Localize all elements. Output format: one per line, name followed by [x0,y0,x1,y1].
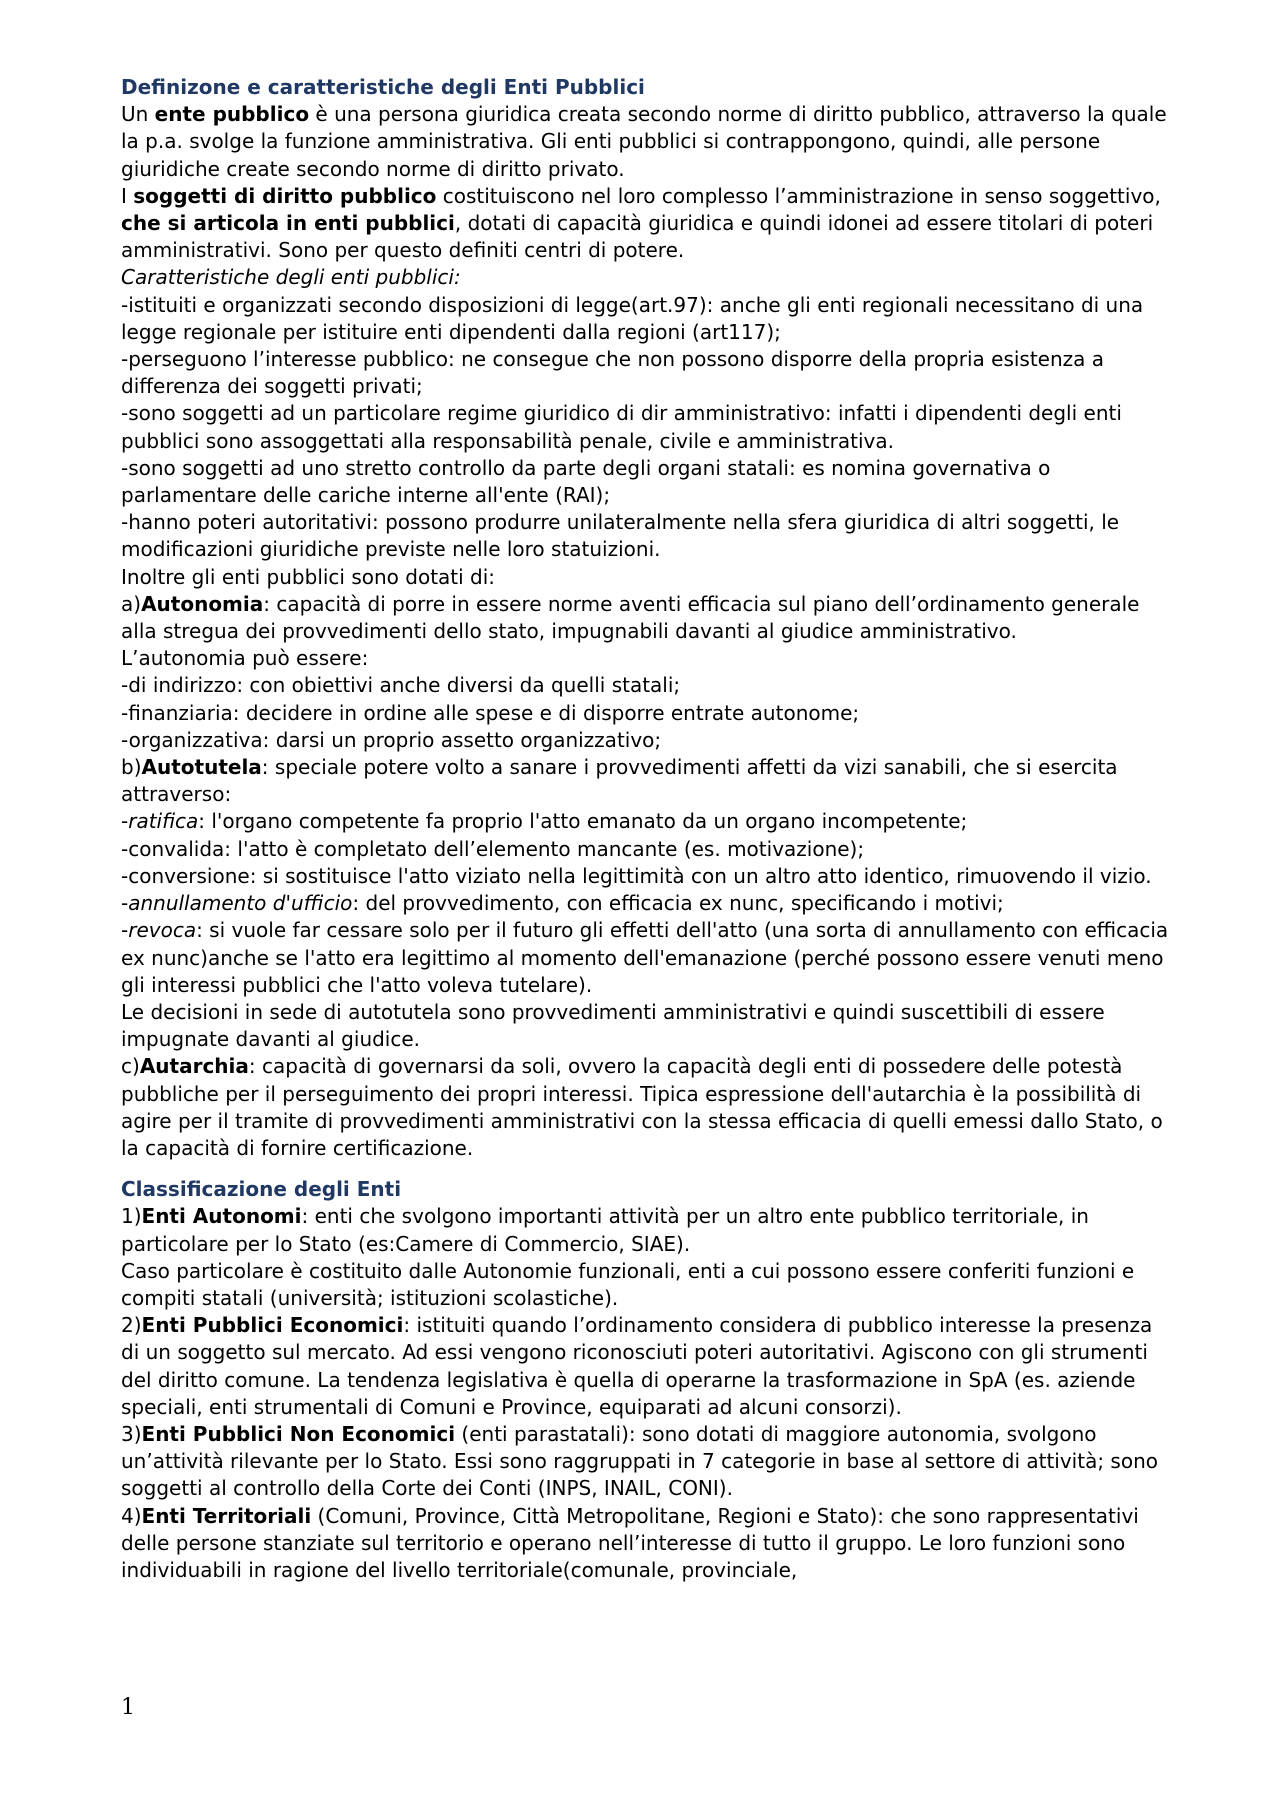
term-autotutela: Autotutela [141,755,262,780]
paragraph-autonomia: a)Autonomia: capacità di porre in essere norme aventi efficacia sul piano dell’ordinamento generale alla stregua dei provvedimenti dello stato, impugnabili davanti al giudice amministrativo. [121,591,1140,644]
classification-item: 3)Enti Pubblici Non Economici (enti parastatali): sono dotati di maggiore autonomia, svolgono un’attività rilevante per lo Stato. Essi sono raggruppati in 7 categorie in base al settore di attività; sono soggetti al controllo della Corte dei Conti (INPS, INAIL, CONI). [121,1421,1159,1501]
section-title-classificazione: Classificazione degli Enti [121,1177,402,1202]
classification-note: Caso particolare è costituito dalle Autonomie funzionali, enti a cui possono essere conferiti funzioni e compiti statali (università; istituzioni scolastiche). [121,1258,1135,1310]
characteristic-item: -sono soggetti ad un particolare regime giuridico di dir amministrativo: infatti i dipendenti degli enti pubblici sono assoggettati alla responsabilità penale, civile e amministrativa. [121,401,1122,453]
autonomia-type-item: -di indirizzo: con obiettivi anche diversi da quelli statali; [121,673,681,698]
autotutela-item-revoca: -revoca: si vuole far cessare solo per il futuro gli effetti dell'atto (una sorta di annullamento con efficacia ex nunc)anche se l'atto era legittimo al momento dell'emanazione (perché possono essere venuti meno gli interessi pubblici che l'atto voleva tutelare). [121,918,1169,997]
autotutela-item-annullamento: -annullamento d'ufficio: del provvedimento, con efficacia ex nunc, specificando i motivi; [121,891,1004,916]
classification-item: 1)Enti Autonomi: enti che svolgono importanti attività per un altro ente pubblico territoriale, in particolare per lo Stato (es:Camere di Commercio, SIAE). [121,1204,1089,1256]
autotutela-item-convalida: -convalida: l'atto è completato dell’elemento mancante (es. motivazione); [121,836,865,861]
autonomia-type-item: -organizzativa: darsi un proprio assetto organizzativo; [121,727,662,752]
page-number: 1 [121,1695,135,1720]
section-title-definizione: Definizone e caratteristiche degli Enti Pubblici [121,75,645,99]
characteristic-item: -hanno poteri autoritativi: possono produrre unilateralmente nella sfera giuridica di altri soggetti, le modificazioni giuridiche previste nelle loro statuizioni. [121,510,1120,562]
autotutela-item-ratifica: -ratifica: l'organo competente fa proprio l'atto emanato da un organo incompetente; [121,809,968,834]
characteristic-item: -perseguono l’interesse pubblico: ne consegue che non possono disporre della propria esistenza a differenza dei soggetti privati; [121,347,1105,399]
autonomia-type-item: -finanziaria: decidere in ordine alle spese e di disporre entrate autonome; [121,700,860,725]
paragraph-soggetti: I soggetti di diritto pubblico costituiscono nel loro complesso l’amministrazione in senso soggettivo, che si articola in enti pubblici, dotati di capacità giuridica e quindi idonei ad essere titolari di poteri amministrativi. Sono per questo definiti centri di potere. [121,183,1161,263]
paragraph-ente-pubblico: Un ente pubblico è una persona giuridica creata secondo norme di diritto pubblico, attraverso la quale la p.a. svolge la funzione amministrativa. Gli enti pubblici si contrappongono, quindi, alle persone giuridiche create secondo norme di diritto privato. [121,102,1167,181]
document-body [121,74,1171,1584]
paragraph-decisioni: Le decisioni in sede di autotutela sono provvedimenti amministrativi e quindi suscettibili di essere impugnate davanti al giudice. [121,999,1105,1052]
classification-item: 2)Enti Pubblici Economici: istituiti quando l’ordinamento considera di pubblico interesse la presenza di un soggetto sul mercato. Ad essi vengono riconosciuti poteri autoritativi. Agiscono con gli strumenti del diritto comune. La tendenza legislativa è quella di operarne la trasformazione in SpA (es. aziende speciali, enti strumentali di Comuni e Province, equiparati ad alcuni consorzi). [121,1313,1153,1419]
classification-item: 4)Enti Territoriali (Comuni, Province, Città Metropolitane, Regioni e Stato): che sono rappresentativi delle persone stanziate sul territorio e operano nell’interesse di tutto il gruppo. Le loro funzioni sono individuabili in ragione del livello territoriale(comunale, provinciale, [121,1503,1139,1582]
autonomia-intro: L’autonomia può essere: [121,646,369,671]
characteristic-item: -sono soggetti ad uno stretto controllo da parte degli organi statali: es nomina governativa o parlamentare delle cariche interne all'ente (RAI); [121,455,1051,508]
autotutela-item-conversione: -conversione: si sostituisce l'atto viziato nella legittimità con un altro atto identico, rimuovendo il vizio. [121,863,1152,888]
term-autonomia: Autonomia [141,591,264,616]
dotati-intro: Inoltre gli enti pubblici sono dotati di: [121,564,496,589]
paragraph-autarchia: c)Autarchia: capacità di governarsi da soli, ovvero la capacità degli enti di possedere delle potestà pubbliche per il perseguimento dei propri interessi. Tipica espressione dell'autarchia è la possibilità di agire per il tramite di provvedimenti amministrativi con la stessa efficacia di quelli emessi dallo Stato, o la capacità di fornire certificazione. [121,1054,1163,1160]
paragraph-autotutela: b)Autotutela: speciale potere volto a sanare i provvedimenti affetti da vizi sanabili, che si esercita attraverso: [121,755,1118,807]
term-autarchia: Autarchia [139,1054,249,1079]
term-ente-pubblico: ente pubblico [154,102,310,127]
characteristic-item: -istituiti e organizzati secondo disposizioni di legge(art.97): anche gli enti regionali necessitano di una legge regionale per istituire enti dipendenti dalla regioni (art117); [121,292,1144,344]
term-articola-enti-pubblici: che si articola in enti pubblici [121,211,455,236]
term-soggetti-diritto-pubblico: soggetti di diritto pubblico [133,183,437,208]
characteristics-heading: Caratteristiche degli enti pubblici: [121,265,461,290]
